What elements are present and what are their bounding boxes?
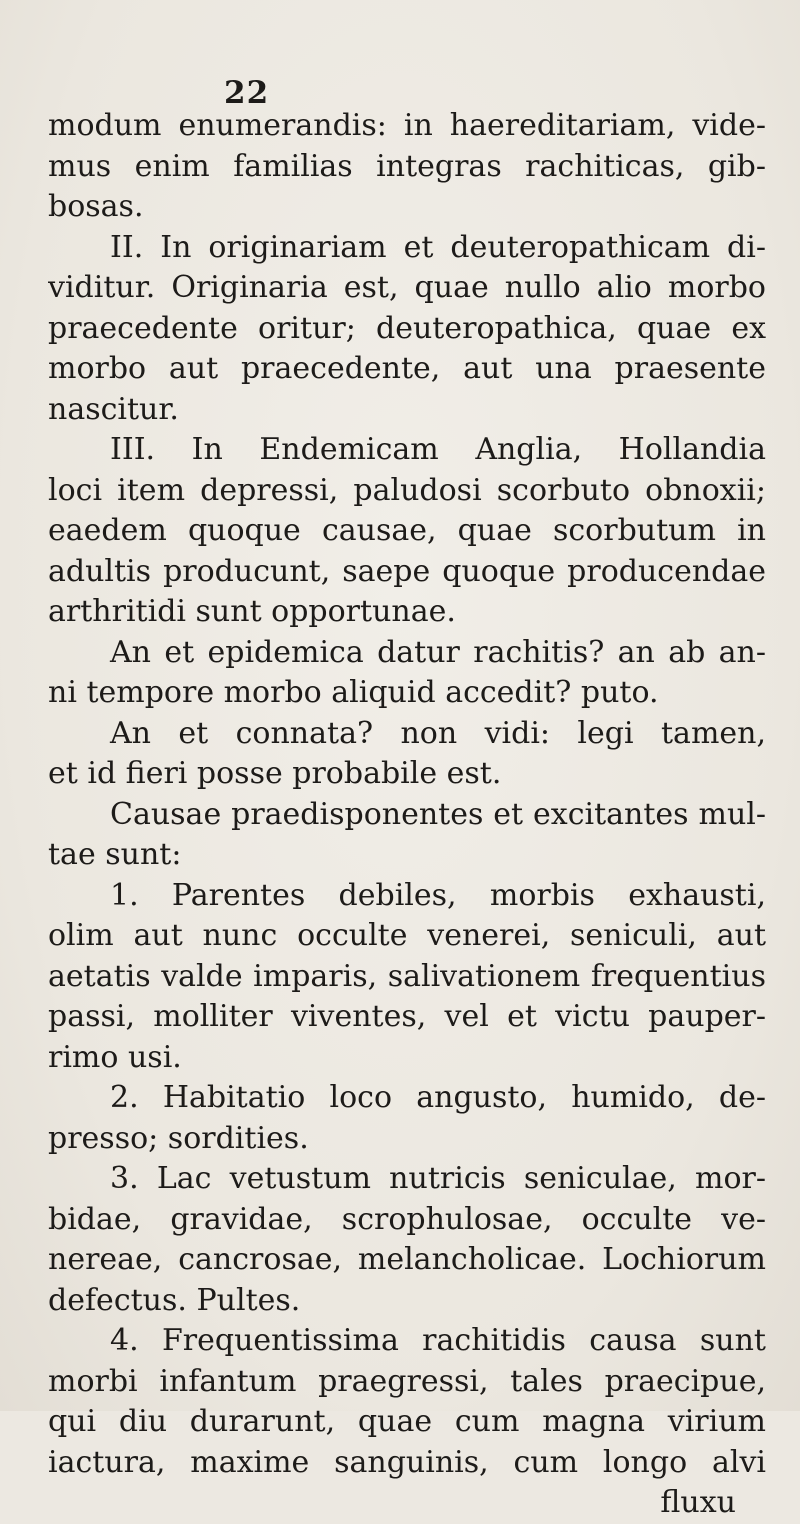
text-line: 4. Frequentissima rachitidis causa sunt [110,1323,766,1358]
text-line: loci item depressi, paludosi scorbuto obnoxii; [48,472,766,508]
catchword: fluxu [660,1485,736,1520]
text-line: An et connata? non vidi: legi tamen, [110,715,766,751]
text-line: morbo aut praecedente, aut una praesente [48,351,766,386]
text-line: mus enim familias integras rachiticas, gib- [48,148,766,184]
text-line: presso; sordities. [48,1120,309,1156]
text-line: iactura, maxime sanguinis, cum longo alvi [48,1444,766,1480]
text-line: II. In originariam et deuteropathicam di- [110,229,766,265]
text-line: olim aut nunc occulte venerei, seniculi, aut [48,918,766,953]
text-line: bosas. [48,189,144,224]
text-line: arthritidi sunt opportunae. [48,594,456,629]
text-line: nascitur. [48,391,179,427]
text-line: An et epidemica datur rachitis? an ab an- [110,634,766,670]
text-line: viditur. Originaria est, quae nullo alio morbo [48,270,766,305]
text-line: 1. Parentes debiles, morbis exhausti, [110,877,766,913]
text-line: ni tempore morbo aliquid accedit? puto. [48,675,659,710]
text-line: tae sunt: [48,837,182,872]
text-line: passi, molliter viventes, vel et victu pauper- [48,999,766,1034]
text-line: praecedente oritur; deuteropathica, quae ex [48,310,766,346]
text-line: nereae, cancrosae, melancholicae. Lochiorum [48,1242,766,1277]
text-line: modum enumerandis: in haereditariam, vide- [48,108,766,143]
text-line: 3. Lac vetustum nutricis seniculae, mor- [110,1161,766,1196]
text-line: 2. Habitatio loco angusto, humido, de- [110,1080,766,1115]
text-line: III. In Endemicam Anglia, Hollandia [110,432,766,467]
text-line: defectus. Pultes. [48,1282,301,1318]
text-line: adultis producunt, saepe quoque producendae [48,553,766,589]
text-line: Causae praedisponentes et excitantes mul- [110,796,766,832]
body-text [48,106,766,1524]
text-line: rimo usi. [48,1039,182,1075]
text-line: eaedem quoque causae, quae scorbutum in [48,513,766,548]
text-line: bidae, gravidae, scrophulosae, occulte ve- [48,1201,766,1237]
text-line: morbi infantum praegressi, tales praecipue, [48,1363,766,1399]
text-line: et id fieri posse probabile est. [48,756,502,791]
text-line: aetatis valde imparis, salivationem frequentius [48,958,766,994]
page-number: 22 [224,75,270,111]
text-line: qui diu durarunt, quae cum magna virium [48,1404,766,1439]
